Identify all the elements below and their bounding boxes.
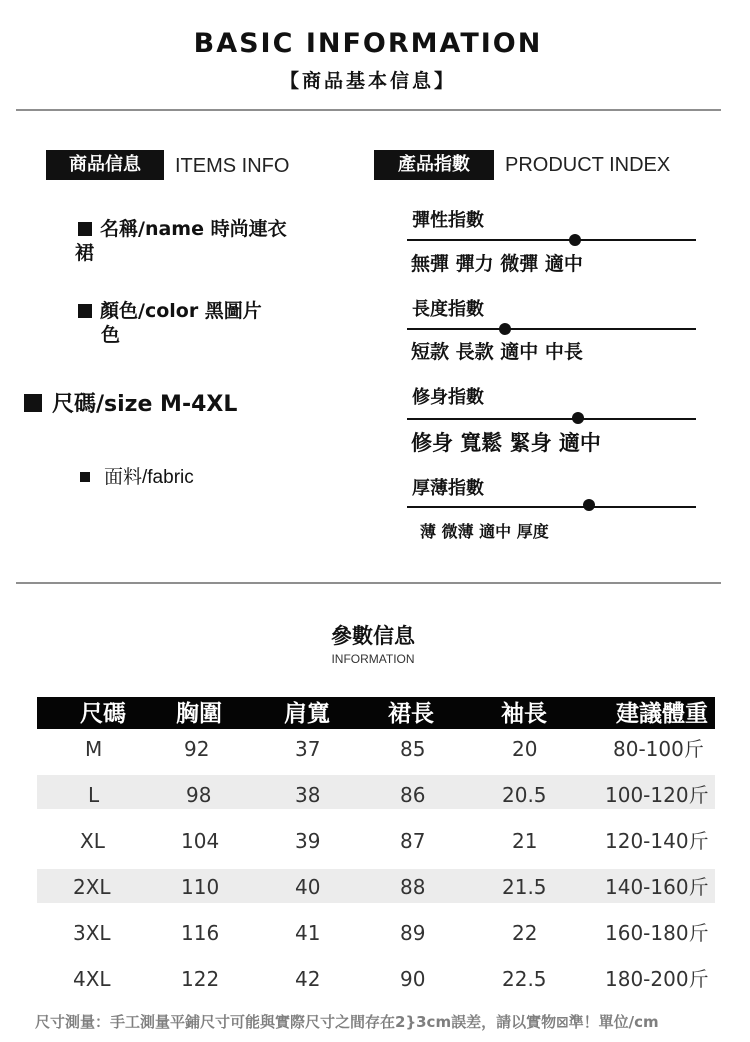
- attr-name: [78, 217, 287, 241]
- bullet-square-icon: [78, 222, 92, 236]
- index-elasticity-scale: [407, 239, 696, 241]
- table-cell: 41: [295, 921, 321, 945]
- table-cell: 22: [512, 921, 538, 945]
- table-cell: 180-200斤: [605, 967, 709, 991]
- attr-name-wrap: 裙: [75, 242, 95, 264]
- table-cell: 20: [512, 737, 538, 761]
- index-length-title: 長度指數: [412, 299, 484, 320]
- bullet-square-icon: [24, 394, 42, 412]
- table-cell: 85: [400, 737, 426, 761]
- params-subtitle: INFORMATION: [331, 652, 415, 666]
- table-cell: 120-140斤: [605, 829, 709, 853]
- table-cell: XL: [80, 829, 105, 853]
- index-fit-title: 修身指數: [412, 387, 484, 408]
- table-cell: 22.5: [502, 967, 547, 991]
- items-info-tag: 商品信息: [46, 150, 164, 180]
- divider-middle: [16, 582, 721, 584]
- table-cell: 2XL: [73, 875, 111, 899]
- table-cell: 4XL: [73, 967, 111, 991]
- index-elasticity-title: 彈性指數: [412, 210, 484, 231]
- table-cell: 39: [295, 829, 321, 853]
- table-cell: 110: [181, 875, 220, 899]
- page-title: BASIC INFORMATION: [193, 28, 543, 59]
- table-cell: 21: [512, 829, 538, 853]
- attr-fabric-text: 面料/fabric: [104, 467, 194, 488]
- table-cell: 42: [295, 967, 321, 991]
- table-cell: 122: [181, 967, 220, 991]
- bullet-square-icon: [78, 304, 92, 318]
- table-cell: 20.5: [502, 783, 547, 807]
- th-bust: 胸圍: [176, 701, 222, 727]
- table-cell: M: [85, 737, 103, 761]
- table-cell: 3XL: [73, 921, 111, 945]
- table-cell: 88: [400, 875, 426, 899]
- attr-size-text: 尺碼/size M-4XL: [52, 392, 238, 417]
- index-length-options: 短款 長款 適中 中長: [411, 341, 583, 363]
- table-cell: L: [88, 783, 100, 807]
- index-elasticity-marker: [569, 234, 581, 246]
- table-cell: 40: [295, 875, 321, 899]
- page-subtitle: 【商品基本信息】: [279, 70, 456, 92]
- params-title: 參數信息: [331, 624, 415, 648]
- index-fit-marker: [572, 412, 584, 424]
- table-cell: 116: [181, 921, 220, 945]
- bullet-square-icon: [80, 472, 90, 482]
- table-cell: 80-100斤: [613, 737, 704, 761]
- index-thickness-options: 薄 微薄 適中 厚度: [420, 522, 549, 541]
- th-weight: 建議體重: [616, 701, 708, 727]
- attr-color-text: 顏色/color 黑圖片: [100, 300, 262, 322]
- index-thickness-marker: [583, 499, 595, 511]
- table-cell: 100-120斤: [605, 783, 709, 807]
- table-cell: 86: [400, 783, 426, 807]
- measurement-footnote: 尺寸測量：手工測量平鋪尺寸可能與實際尺寸之間存在2}3cm誤差，請以實物⊠準！單位/cm: [35, 1013, 659, 1031]
- table-cell: 98: [186, 783, 212, 807]
- table-cell: 90: [400, 967, 426, 991]
- attr-fabric: [80, 462, 194, 489]
- table-cell: 104: [181, 829, 220, 853]
- table-cell: 92: [184, 737, 210, 761]
- attr-size: [24, 393, 237, 417]
- th-sleeve: 袖長: [501, 701, 547, 727]
- index-length-scale: [407, 328, 696, 330]
- product-index-label: PRODUCT INDEX: [505, 154, 671, 176]
- index-fit-scale: [407, 418, 696, 420]
- index-fit-options: 修身 寬鬆 緊身 適中: [411, 431, 601, 455]
- index-thickness-title: 厚薄指數: [412, 478, 484, 499]
- th-length: 裙長: [388, 701, 434, 727]
- attr-color: [78, 299, 262, 323]
- th-size: 尺碼: [80, 701, 126, 727]
- th-shoulder: 肩寬: [284, 701, 330, 727]
- product-index-tag: 產品指數: [374, 150, 494, 180]
- table-cell: 38: [295, 783, 321, 807]
- divider-top: [16, 109, 721, 111]
- index-elasticity-options: 無彈 彈力 微彈 適中: [411, 253, 583, 275]
- size-table-header: [37, 697, 715, 729]
- attr-name-text: 名稱/name 時尚連衣: [100, 218, 287, 240]
- attr-color-wrap: 色: [101, 324, 121, 346]
- index-thickness-scale: [407, 506, 696, 508]
- table-cell: 87: [400, 829, 426, 853]
- table-cell: 160-180斤: [605, 921, 709, 945]
- index-length-marker: [499, 323, 511, 335]
- table-cell: 37: [295, 737, 321, 761]
- table-cell: 140-160斤: [605, 875, 709, 899]
- table-cell: 21.5: [502, 875, 547, 899]
- items-info-label: ITEMS INFO: [175, 155, 290, 177]
- table-cell: 89: [400, 921, 426, 945]
